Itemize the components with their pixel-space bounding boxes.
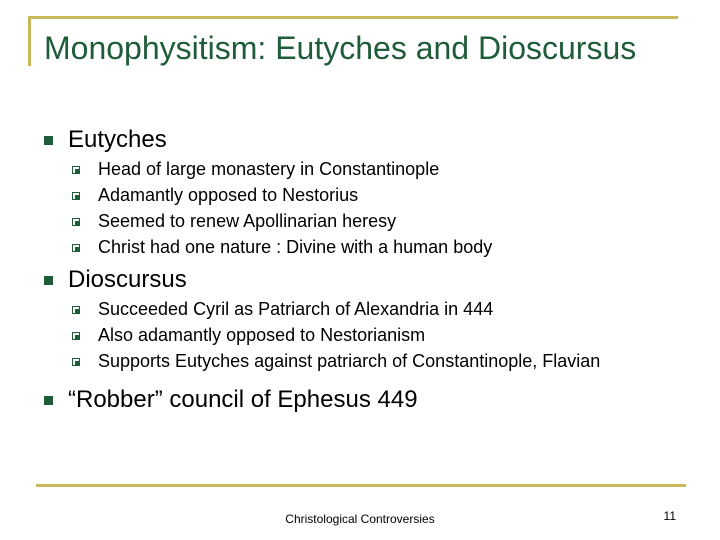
bullet-heading: “Robber” council of Ephesus 449 <box>68 386 418 413</box>
footer-text: Christological Controversies <box>285 512 435 526</box>
sub-bullet: Also adamantly opposed to Nestorianism <box>44 326 694 344</box>
slide-content <box>44 124 694 416</box>
bullet-heading: Dioscursus <box>68 266 187 293</box>
bullet-eutyches <box>44 124 694 156</box>
square-bullet-icon <box>44 136 53 145</box>
top-rule <box>28 16 678 19</box>
square-bullet-icon <box>44 396 53 405</box>
sub-bullet: Adamantly opposed to Nestorius <box>44 186 694 204</box>
page-number: 11 <box>663 509 676 523</box>
checkbox-bullet-icon <box>72 332 80 340</box>
sub-bullet: Christ had one nature : Divine with a human body <box>44 238 694 256</box>
sub-bullet: Head of large monastery in Constantinople <box>44 160 694 178</box>
checkbox-bullet-icon <box>72 192 80 200</box>
checkbox-bullet-icon <box>72 358 80 366</box>
checkbox-bullet-icon <box>72 166 80 174</box>
sub-bullet: Supports Eutyches against patriarch of Constantinople, Flavian <box>44 352 694 370</box>
sub-bullet-list <box>44 300 694 370</box>
left-rule <box>28 16 31 66</box>
slide-title: Monophysitism: Eutyches and Dioscursus <box>44 30 637 66</box>
checkbox-bullet-icon <box>72 218 80 226</box>
checkbox-bullet-icon <box>72 244 80 252</box>
checkbox-bullet-icon <box>72 306 80 314</box>
bullet-heading: Eutyches <box>68 126 167 153</box>
sub-bullet-list <box>44 160 694 256</box>
bullet-robber-council <box>44 384 694 416</box>
sub-bullet: Seemed to renew Apollinarian heresy <box>44 212 694 230</box>
bullet-dioscursus <box>44 264 694 296</box>
square-bullet-icon <box>44 276 53 285</box>
sub-bullet: Succeeded Cyril as Patriarch of Alexandria in 444 <box>44 300 694 318</box>
footer-rule <box>36 484 686 487</box>
